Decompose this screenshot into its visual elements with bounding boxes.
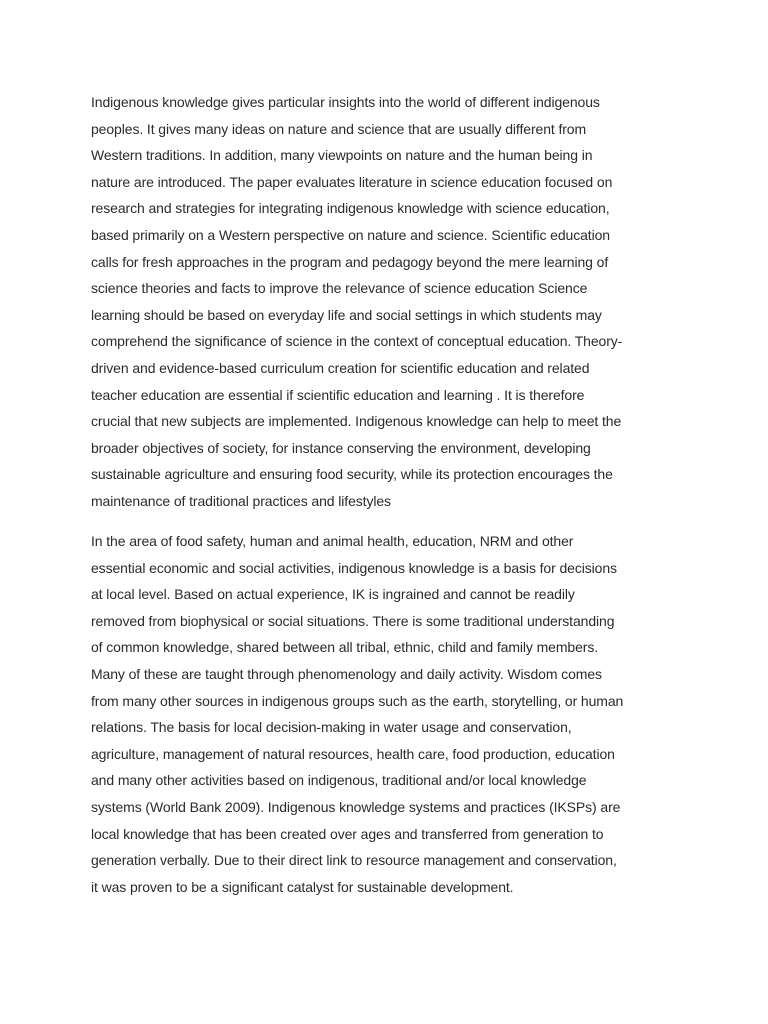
paragraph-line: Western traditions. In addition, many viewpoints on nature and the human being in <box>91 147 593 164</box>
paragraph-line: learning should be based on everyday life and social settings in which students may <box>91 306 602 323</box>
paragraph-line: calls for fresh approaches in the program and pedagogy beyond the mere learning of <box>91 253 609 270</box>
paragraph-line: comprehend the significance of science in the context of conceptual education. Theory- <box>91 333 623 350</box>
paragraph-line: from many other sources in indigenous groups such as the earth, storytelling, or human <box>91 692 624 709</box>
paragraph-line: it was proven to be a significant catalyst for sustainable development. <box>91 878 514 895</box>
paragraph-line: removed from biophysical or social situations. There is some traditional understanding <box>91 612 615 629</box>
paragraph-line: teacher education are essential if scientific education and learning . It is therefore <box>91 386 585 403</box>
paragraph-line: In the area of food safety, human and animal health, education, NRM and other <box>91 533 574 549</box>
paragraph-line: peoples. It gives many ideas on nature and science that are usually different from <box>91 120 587 137</box>
paragraph-line: science theories and facts to improve the relevance of science education Science <box>91 280 588 297</box>
paragraph-line: relations. The basis for local decision-making in water usage and conservation, <box>91 719 572 736</box>
paragraph-line: research and strategies for integrating indigenous knowledge with science education, <box>91 200 610 217</box>
paragraph-line: at local level. Based on actual experience, IK is ingrained and cannot be readily <box>91 586 575 603</box>
paragraph-line: Many of these are taught through phenomenology and daily activity. Wisdom comes <box>91 665 602 682</box>
paragraph-line: systems (World Bank 2009). Indigenous knowledge systems and practices (IKSPs) are <box>91 798 621 815</box>
paragraph-line: sustainable agriculture and ensuring food security, while its protection encourages the <box>91 466 613 483</box>
paragraph-line: Indigenous knowledge gives particular insights into the world of different indigenous <box>91 94 600 110</box>
paragraph-line: generation verbally. Due to their direct link to resource management and conservation, <box>91 852 617 869</box>
paragraph-line: maintenance of traditional practices and lifestyles <box>91 492 391 509</box>
paragraph-line: nature are introduced. The paper evaluates literature in science education focused on <box>91 173 613 190</box>
paragraph-1 <box>91 89 677 515</box>
paragraph-line: driven and evidence-based curriculum creation for scientific education and related <box>91 359 590 376</box>
paragraph-line: broader objectives of society, for instance conserving the environment, developing <box>91 439 591 456</box>
paragraph-line: agriculture, management of natural resources, health care, food production, education <box>91 745 615 762</box>
paragraph-line: and many other activities based on indigenous, traditional and/or local knowledge <box>91 772 587 789</box>
paragraph-line: of common knowledge, shared between all tribal, ethnic, child and family members. <box>91 639 599 656</box>
paragraph-line: local knowledge that has been created over ages and transferred from generation to <box>91 825 604 842</box>
paragraph-line: based primarily on a Western perspective on nature and science. Scientific education <box>91 226 610 243</box>
paragraph-2 <box>91 528 677 900</box>
paragraph-line: essential economic and social activities, indigenous knowledge is a basis for decisions <box>91 559 617 576</box>
paragraph-line: crucial that new subjects are implemented. Indigenous knowledge can help to meet the <box>91 413 622 430</box>
